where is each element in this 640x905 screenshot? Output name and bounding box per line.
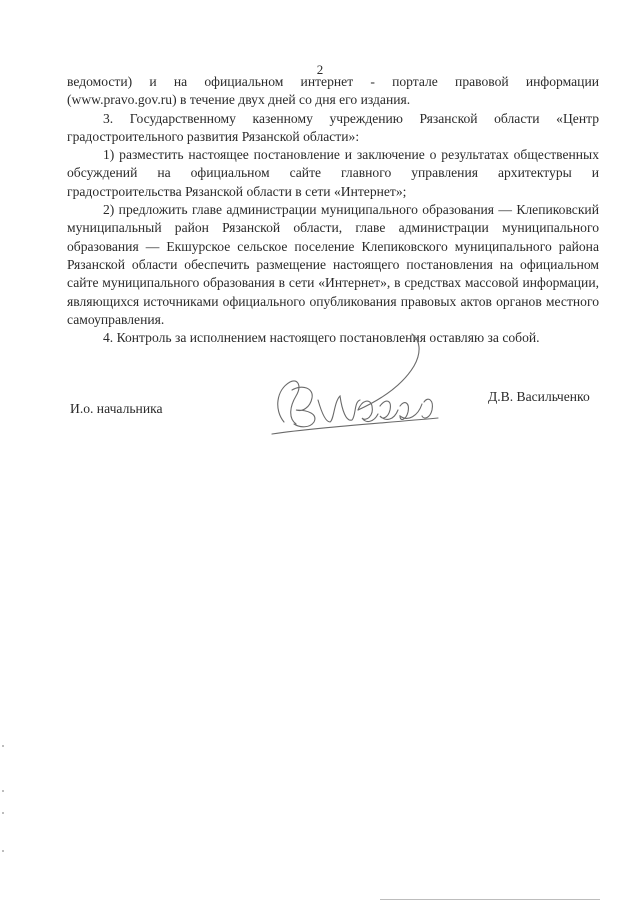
- scan-edge-mark: [2, 812, 4, 814]
- scan-edge-mark: [2, 850, 4, 852]
- paragraph-subitem-2: 2) предложить главе администрации муниципального образования — Клепиковский муниципальный район Рязанской области, главе администрации муниципального образования — Екшурское сельское поселение Клепиковского муниципального района Рязанской области обеспечить размещение настоящего постановления на официальном сайте муниципального образования в сети «Интернет», в средствах массовой информации, являющихся источниками официального опубликования правовых актов органов местного самоуправления.: [67, 202, 599, 327]
- signatory-title: И.о. начальника: [70, 401, 163, 416]
- signatory-name: Д.В. Васильченко: [488, 389, 590, 404]
- scan-edge-mark: [2, 745, 4, 747]
- paragraph-item-3: 3. Государственному казенному учреждению Рязанской области «Центр градостроительного развития Рязанской области»:: [67, 110, 599, 144]
- scan-edge-mark: [2, 790, 4, 792]
- scan-bottom-line: [380, 899, 600, 900]
- paragraph-item-4: 4. Контроль за исполнением настоящего постановления оставляю за собой.: [103, 330, 540, 346]
- document-body: [67, 73, 599, 347]
- paragraph-subitem-1: 1) разместить настоящее постановление и заключение о результатах общественных обсуждений на официальном сайте главного управления архитектуры и градостроительства Рязанской области в сети «Интернет»;: [67, 147, 599, 199]
- handwritten-signature: [262, 330, 447, 440]
- page-number: 2: [316, 62, 324, 77]
- paragraph-publication: ведомости) и на официальном интернет - портале правовой информации (www.pravo.gov.ru) в течение двух дней со дня его издания.: [67, 74, 599, 108]
